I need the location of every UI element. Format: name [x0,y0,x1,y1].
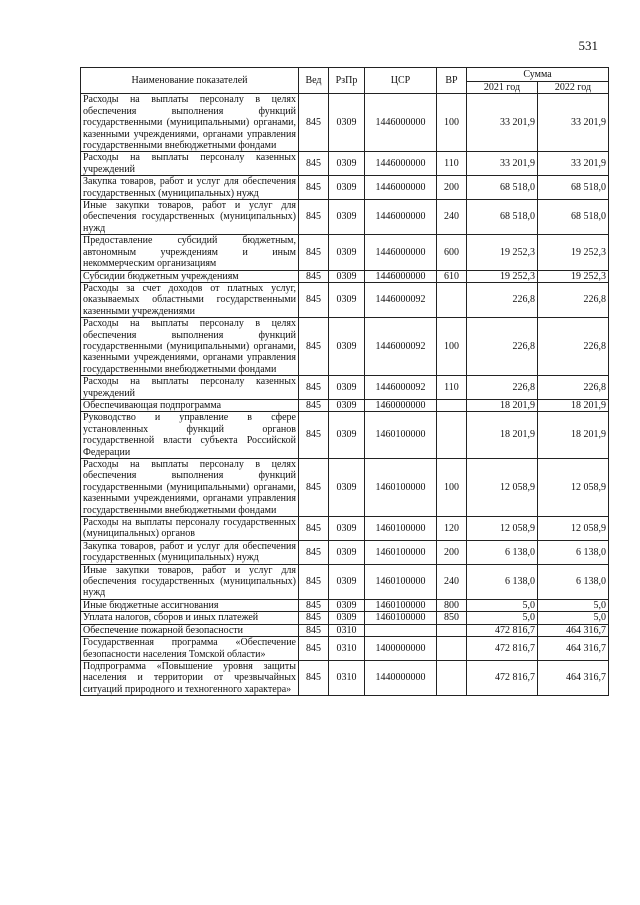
csr-cell: 1446000000 [365,235,437,270]
ved-cell: 845 [299,282,329,317]
rzpr-cell: 0309 [329,282,365,317]
header-vr: ВР [437,68,467,94]
ved-cell: 845 [299,176,329,200]
ved-cell: 845 [299,564,329,599]
vr-cell: 850 [437,612,467,624]
row-name-cell: Обеспечение пожарной безопасности [81,624,299,636]
row-name-cell: Расходы на выплаты персоналу казенных учреждений [81,376,299,400]
amount-2021-cell: 19 252,3 [467,270,538,282]
row-name-cell: Закупка товаров, работ и услуг для обеспечения государственных (муниципальных) нужд [81,176,299,200]
header-ved: Вед [299,68,329,94]
amount-2021-cell: 18 201,9 [467,399,538,411]
table-row [81,660,609,695]
table-row [81,564,609,599]
csr-cell: 1446000092 [365,282,437,317]
csr-cell: 1446000000 [365,200,437,235]
vr-cell [437,399,467,411]
vr-cell: 110 [437,152,467,176]
amount-2022-cell: 5,0 [538,612,609,624]
rzpr-cell: 0309 [329,200,365,235]
table-row [81,318,609,376]
csr-cell: 1460100000 [365,612,437,624]
amount-2022-cell: 464 316,7 [538,624,609,636]
rzpr-cell: 0309 [329,599,365,611]
ved-cell: 845 [299,94,329,152]
rzpr-cell: 0309 [329,94,365,152]
amount-2022-cell: 226,8 [538,318,609,376]
ved-cell: 845 [299,200,329,235]
rzpr-cell: 0309 [329,270,365,282]
vr-cell [437,637,467,661]
amount-2022-cell: 68 518,0 [538,200,609,235]
ved-cell: 845 [299,412,329,459]
table-row [81,282,609,317]
rzpr-cell: 0309 [329,176,365,200]
amount-2022-cell: 6 138,0 [538,564,609,599]
row-name-cell: Уплата налогов, сборов и иных платежей [81,612,299,624]
vr-cell: 200 [437,540,467,564]
row-name-cell: Расходы на выплаты персоналу казенных учреждений [81,152,299,176]
table-row [81,270,609,282]
vr-cell: 200 [437,176,467,200]
csr-cell: 1446000000 [365,94,437,152]
row-name-cell: Расходы на выплаты персоналу государственных (муниципальных) органов [81,517,299,541]
rzpr-cell: 0309 [329,152,365,176]
page-number: 531 [578,38,598,53]
csr-cell: 1460100000 [365,540,437,564]
table-row [81,540,609,564]
amount-2021-cell: 18 201,9 [467,412,538,459]
csr-cell: 1460100000 [365,564,437,599]
amount-2021-cell: 226,8 [467,376,538,400]
ved-cell: 845 [299,599,329,611]
row-name-cell: Субсидии бюджетным учреждениям [81,270,299,282]
csr-cell: 1460100000 [365,412,437,459]
vr-cell: 800 [437,599,467,611]
amount-2022-cell: 12 058,9 [538,517,609,541]
vr-cell [437,624,467,636]
amount-2021-cell: 5,0 [467,599,538,611]
vr-cell: 610 [437,270,467,282]
amount-2022-cell: 226,8 [538,376,609,400]
amount-2021-cell: 12 058,9 [467,517,538,541]
amount-2022-cell: 464 316,7 [538,660,609,695]
table-body [81,94,609,696]
table-row [81,152,609,176]
table-row [81,176,609,200]
amount-2022-cell: 6 138,0 [538,540,609,564]
amount-2022-cell: 33 201,9 [538,94,609,152]
amount-2022-cell: 5,0 [538,599,609,611]
row-name-cell: Иные бюджетные ассигнования [81,599,299,611]
row-name-cell: Иные закупки товаров, работ и услуг для обеспечения государственных (муниципальных) нужд [81,200,299,235]
ved-cell: 845 [299,376,329,400]
csr-cell: 1446000092 [365,376,437,400]
amount-2021-cell: 19 252,3 [467,235,538,270]
csr-cell: 1446000000 [365,176,437,200]
ved-cell: 845 [299,318,329,376]
amount-2022-cell: 12 058,9 [538,459,609,517]
ved-cell: 845 [299,459,329,517]
amount-2021-cell: 472 816,7 [467,660,538,695]
row-name-cell: Закупка товаров, работ и услуг для обеспечения государственных (муниципальных) нужд [81,540,299,564]
header-rzpr: РзПр [329,68,365,94]
header-name: Наименование показателей [81,68,299,94]
amount-2021-cell: 33 201,9 [467,152,538,176]
vr-cell [437,660,467,695]
header-year-2021: 2021 год [467,82,538,94]
amount-2021-cell: 5,0 [467,612,538,624]
table-row [81,235,609,270]
header-year-2022: 2022 год [538,82,609,94]
budget-table [80,67,609,696]
rzpr-cell: 0309 [329,564,365,599]
vr-cell: 240 [437,200,467,235]
header-csr: ЦСР [365,68,437,94]
ved-cell: 845 [299,540,329,564]
row-name-cell: Руководство и управление в сфере установленных функций органов государственной власти субъекта Российской Федерации [81,412,299,459]
amount-2021-cell: 68 518,0 [467,176,538,200]
amount-2022-cell: 68 518,0 [538,176,609,200]
csr-cell: 1400000000 [365,637,437,661]
rzpr-cell: 0309 [329,517,365,541]
table-row [81,624,609,636]
amount-2022-cell: 18 201,9 [538,399,609,411]
vr-cell [437,412,467,459]
table-row [81,200,609,235]
vr-cell: 600 [437,235,467,270]
ved-cell: 845 [299,235,329,270]
vr-cell [437,282,467,317]
table-row [81,612,609,624]
amount-2022-cell: 18 201,9 [538,412,609,459]
rzpr-cell: 0310 [329,660,365,695]
amount-2022-cell: 19 252,3 [538,235,609,270]
amount-2022-cell: 226,8 [538,282,609,317]
amount-2021-cell: 472 816,7 [467,637,538,661]
amount-2021-cell: 68 518,0 [467,200,538,235]
table-row [81,94,609,152]
row-name-cell: Предоставление субсидий бюджетным, автономным учреждениям и иным некоммерческим организациям [81,235,299,270]
rzpr-cell: 0309 [329,376,365,400]
amount-2021-cell: 226,8 [467,318,538,376]
table-row [81,459,609,517]
amount-2021-cell: 6 138,0 [467,540,538,564]
table-header [81,68,609,94]
row-name-cell: Расходы на выплаты персоналу в целях обеспечения выполнения функций государственными (муниципальными) органами, казенными учреждениями, органами управления государственными внебюджетными фондами [81,459,299,517]
ved-cell: 845 [299,660,329,695]
row-name-cell: Подпрограмма «Повышение уровня защиты населения и территории от чрезвычайных ситуаций природного и техногенного характера» [81,660,299,695]
vr-cell: 100 [437,94,467,152]
row-name-cell: Расходы за счет доходов от платных услуг, оказываемых областными государственными казенными учреждениями [81,282,299,317]
rzpr-cell: 0310 [329,637,365,661]
table-row [81,517,609,541]
rzpr-cell: 0309 [329,612,365,624]
csr-cell: 1440000000 [365,660,437,695]
rzpr-cell: 0309 [329,399,365,411]
vr-cell: 110 [437,376,467,400]
vr-cell: 100 [437,318,467,376]
table-row [81,412,609,459]
csr-cell: 1460100000 [365,599,437,611]
table-row [81,376,609,400]
rzpr-cell: 0309 [329,412,365,459]
amount-2022-cell: 464 316,7 [538,637,609,661]
row-name-cell: Расходы на выплаты персоналу в целях обеспечения выполнения функций государственными (муниципальными) органами, казенными учреждениями, органами управления государственными внебюджетными фондами [81,318,299,376]
vr-cell: 100 [437,459,467,517]
header-sum: Сумма [467,68,609,82]
vr-cell: 240 [437,564,467,599]
row-name-cell: Обеспечивающая подпрограмма [81,399,299,411]
csr-cell: 1460100000 [365,517,437,541]
ved-cell: 845 [299,517,329,541]
table-row [81,599,609,611]
rzpr-cell: 0309 [329,540,365,564]
row-name-cell: Государственная программа «Обеспечение безопасности населения Томской области» [81,637,299,661]
csr-cell: 1460100000 [365,459,437,517]
ved-cell: 845 [299,152,329,176]
amount-2021-cell: 12 058,9 [467,459,538,517]
amount-2021-cell: 33 201,9 [467,94,538,152]
amount-2021-cell: 226,8 [467,282,538,317]
rzpr-cell: 0309 [329,318,365,376]
ved-cell: 845 [299,612,329,624]
table-row [81,637,609,661]
rzpr-cell: 0309 [329,235,365,270]
amount-2022-cell: 33 201,9 [538,152,609,176]
vr-cell: 120 [437,517,467,541]
csr-cell: 1460000000 [365,399,437,411]
ved-cell: 845 [299,637,329,661]
row-name-cell: Иные закупки товаров, работ и услуг для обеспечения государственных (муниципальных) нужд [81,564,299,599]
table-row [81,399,609,411]
rzpr-cell: 0309 [329,459,365,517]
ved-cell: 845 [299,624,329,636]
csr-cell: 1446000000 [365,152,437,176]
ved-cell: 845 [299,399,329,411]
csr-cell: 1446000000 [365,270,437,282]
row-name-cell: Расходы на выплаты персоналу в целях обеспечения выполнения функций государственными (муниципальными) органами, казенными учреждениями, органами управления государственными внебюджетными фондами [81,94,299,152]
csr-cell: 1446000092 [365,318,437,376]
ved-cell: 845 [299,270,329,282]
amount-2021-cell: 472 816,7 [467,624,538,636]
csr-cell [365,624,437,636]
amount-2021-cell: 6 138,0 [467,564,538,599]
amount-2022-cell: 19 252,3 [538,270,609,282]
rzpr-cell: 0310 [329,624,365,636]
